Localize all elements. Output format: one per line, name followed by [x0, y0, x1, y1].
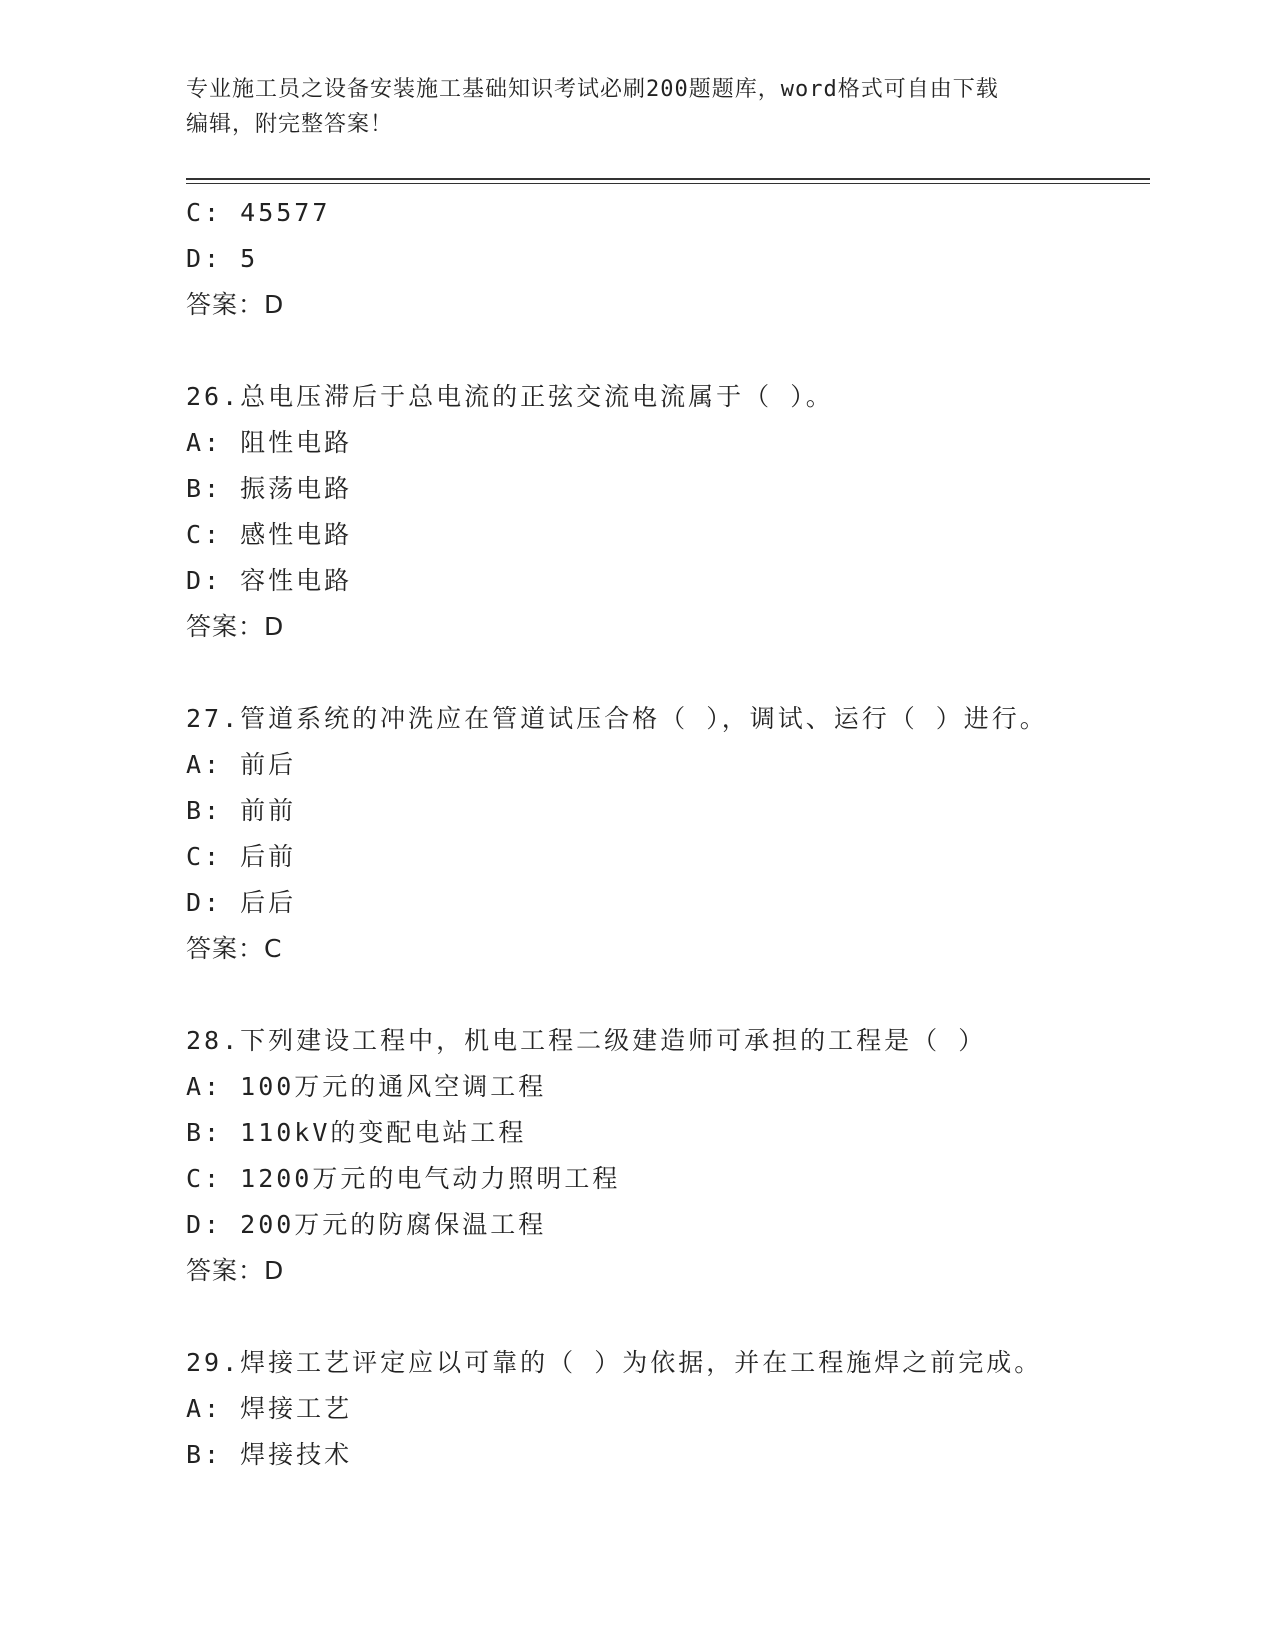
question-29 — [186, 1340, 1150, 1478]
answer-line: 答案：D — [186, 612, 285, 641]
header-divider-thin — [186, 183, 1150, 184]
option-a: A: 阻性电路 — [186, 428, 353, 457]
header-title-line-2: 编辑，附完整答案！ — [186, 112, 394, 137]
option-b: B: 振荡电路 — [186, 474, 353, 503]
option-a: A: 100万元的通风空调工程 — [186, 1072, 547, 1101]
spacer — [186, 650, 1150, 696]
option-c: C: 1200万元的电气动力照明工程 — [186, 1164, 621, 1193]
question-stem: 29.焊接工艺评定应以可靠的（ ）为依据，并在工程施焊之前完成。 — [186, 1348, 1043, 1377]
option-b: B: 焊接技术 — [186, 1440, 353, 1469]
option-b: B: 前前 — [186, 796, 297, 825]
question-stem: 27.管道系统的冲洗应在管道试压合格（ ），调试、运行（ ）进行。 — [186, 704, 1048, 733]
header-divider-thick — [186, 178, 1150, 180]
spacer — [186, 972, 1150, 1018]
question-28 — [186, 1018, 1150, 1294]
option-b: B: 110kV的变配电站工程 — [186, 1118, 527, 1147]
option-d: D: 5 — [186, 244, 259, 273]
question-25-tail — [186, 190, 1150, 328]
option-c: C: 感性电路 — [186, 520, 353, 549]
document-header — [186, 72, 1086, 142]
option-a: A: 前后 — [186, 750, 297, 779]
option-c: C: 45577 — [186, 198, 331, 227]
option-a: A: 焊接工艺 — [186, 1394, 353, 1423]
question-26 — [186, 374, 1150, 650]
question-27 — [186, 696, 1150, 972]
option-d: D: 200万元的防腐保温工程 — [186, 1210, 547, 1239]
option-d: D: 后后 — [186, 888, 297, 917]
answer-line: 答案：D — [186, 290, 285, 319]
option-c: C: 后前 — [186, 842, 297, 871]
answer-line: 答案：D — [186, 1256, 285, 1285]
spacer — [186, 328, 1150, 374]
question-stem: 28.下列建设工程中，机电工程二级建造师可承担的工程是（ ） — [186, 1026, 987, 1055]
option-d: D: 容性电路 — [186, 566, 353, 595]
answer-line: 答案：C — [186, 934, 283, 963]
header-title-line-1: 专业施工员之设备安装施工基础知识考试必刷200题题库，word格式可自由下载 — [186, 77, 999, 102]
question-list — [186, 190, 1150, 1478]
spacer — [186, 1294, 1150, 1340]
question-stem: 26.总电压滞后于总电流的正弦交流电流属于（ ）。 — [186, 382, 834, 411]
